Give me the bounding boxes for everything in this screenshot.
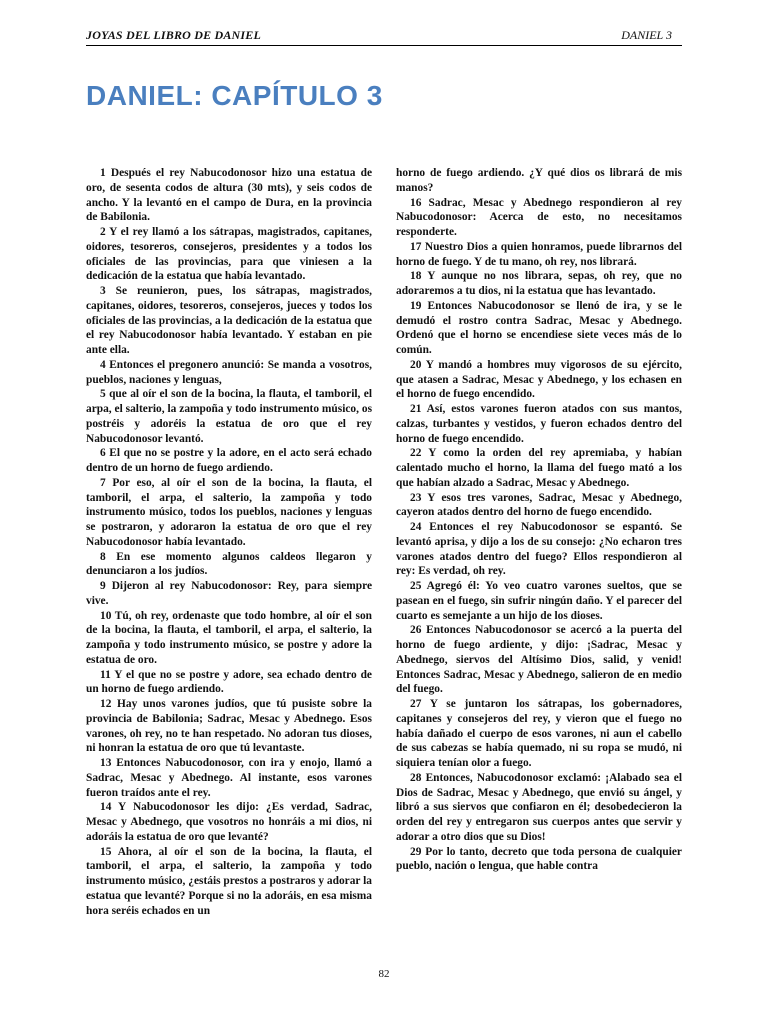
- chapter-title: DANIEL: CAPÍTULO 3: [86, 80, 383, 111]
- verse-12: 12 Hay unos varones judíos, que tú pusiste sobre la provincia de Babilonia; Sadrac, Mesac y Abednego. Esos varones, oh rey, no te han respetado. No adoran tus dioses, ni honran la estatua de oro que tú levantaste.: [86, 698, 372, 755]
- verse-14: 14 Y Nabucodonosor les dijo: ¿Es verdad, Sadrac, Mesac y Abednego, que vosotros no honráis a mi dios, ni adoráis la estatua de oro que levanté?: [86, 801, 372, 843]
- text-columns: [86, 166, 682, 961]
- verse-3: 3 Se reunieron, pues, los sátrapas, magistrados, capitanes, oidores, tesoreros, consejeros, jueces y todos los oficiales de las provincias, a la dedicación de la estatua que el rey Nabucodonosor había levantado. Y estaban en pie ante ella.: [86, 285, 372, 356]
- verse-25: 25 Agregó él: Yo veo cuatro varones sueltos, que se pasean en el fuego, sin sufrir ningún daño. Y el parecer del cuarto es semejante a un hijo de los dioses.: [396, 580, 682, 622]
- verse-16: 16 Sadrac, Mesac y Abednego respondieron al rey Nabucodonosor: Acerca de esto, no necesitamos responderte.: [396, 196, 682, 238]
- verse-17: 17 Nuestro Dios a quien honramos, puede librarnos del horno de fuego. Y de tu mano, oh rey, nos librará.: [396, 240, 682, 268]
- verse-2: 2 Y el rey llamó a los sátrapas, magistrados, capitanes, oidores, tesoreros, consejeros, presidentes y a todos los oficiales de las provincias, para que viniesen a la dedicación de la estatua que había levantado.: [86, 226, 372, 283]
- verse-23: 23 Y esos tres varones, Sadrac, Mesac y Abednego, cayeron atados dentro del horno de fuego encendido.: [396, 491, 682, 519]
- verse-10: 10 Tú, oh rey, ordenaste que todo hombre, al oír el son de la bocina, la flauta, el tamboril, el arpa, el salterio, la zampoña y todo instrumento músico, se postre y adore la estatua de oro.: [86, 609, 372, 666]
- verse-24: 24 Entonces el rey Nabucodonosor se espantó. Se levantó aprisa, y dijo a los de su consejo: ¿No echaron tres varones atados dentro del fuego? Ellos respondieron al rey: Es verdad, oh rey.: [396, 521, 682, 578]
- verse-27: 27 Y se juntaron los sátrapas, los gobernadores, capitanes y consejeros del rey, y vieron que el fuego no había dañado el cuerpo de esos varones, ni aun el cabello de sus cabezas se había quemado, ni su ropa se mudó, ni siquiera tenían olor a fuego.: [396, 698, 682, 769]
- verse-20: 20 Y mandó a hombres muy vigorosos de su ejército, que atasen a Sadrac, Mesac y Abednego, y los echasen en el horno de fuego encendido.: [396, 358, 682, 401]
- verse-15-continuation: horno de fuego ardiendo. ¿Y qué dios os librará de mis manos?: [396, 167, 682, 194]
- verse-18: 18 Y aunque no nos librara, sepas, oh rey, que no adoraremos a tu dios, ni la estatua que has levantado.: [396, 270, 682, 297]
- left-column: [86, 166, 372, 961]
- right-column: [396, 166, 682, 961]
- verse-7: 7 Por eso, al oír el son de la bocina, la flauta, el tamboril, el arpa, el salterio, la zampoña y todo instrumento músico, todos los pueblos, naciones y lenguas se postraron, y adoraron la estatua de oro que el rey Nabucodonosor había levantado.: [86, 476, 372, 548]
- header-rule: [86, 45, 682, 46]
- verse-8: 8 En ese momento algunos caldeos llegaron y denunciaron a los judíos.: [86, 550, 372, 578]
- verse-19: 19 Entonces Nabucodonosor se llenó de ira, y se le demudó el rostro contra Sadrac, Mesac y Abednego. Ordenó que el horno se encendiese siete veces más de lo común.: [396, 299, 682, 356]
- verse-22: 22 Y como la orden del rey apremiaba, y habían calentado mucho el horno, la llama del fuego mató a los que habían alzado a Sadrac, Mesac y Abednego.: [396, 447, 682, 489]
- running-header-chapter: DANIEL 3: [621, 28, 672, 42]
- verse-11: 11 Y el que no se postre y adore, sea echado dentro de un horno de fuego ardiendo.: [86, 668, 372, 696]
- verse-15: 15 Ahora, al oír el son de la bocina, la flauta, el tamboril, el arpa, el salterio, la zampoña y todo instrumento músico, ¿estáis prestos a postraros y adorar la estatua que levanté? Porque si no la adoráis, en esa misma hora seréis echados en un: [86, 845, 372, 917]
- verse-5: 5 que al oír el son de la bocina, la flauta, el tamboril, el arpa, el salterio, la zampoña y todo instrumento músico, os postréis y adoréis la estatua de oro que el rey Nabucodonosor levantó.: [86, 388, 372, 445]
- verse-21: 21 Así, estos varones fueron atados con sus mantos, calzas, turbantes y vestidos, y fueron echados dentro del horno de fuego encendido.: [396, 403, 682, 445]
- verse-26: 26 Entonces Nabucodonosor se acercó a la puerta del horno de fuego ardiente, y dijo: ¡Sadrac, Mesac y Abednego, siervos del Altísimo Dios, salid, y venid! Entonces Sadrac, Mesac y Abednego, salieron de en medio del fuego.: [396, 624, 682, 696]
- verse-9: 9 Dijeron al rey Nabucodonosor: Rey, para siempre vive.: [86, 580, 372, 607]
- verse-4: 4 Entonces el pregonero anunció: Se manda a vosotros, pueblos, naciones y lenguas,: [86, 358, 372, 386]
- verse-28: 28 Entonces, Nabucodonosor exclamó: ¡Alabado sea el Dios de Sadrac, Mesac y Abednego, que envió su ángel, y libró a sus siervos que confiaron en él; desobedecieron la orden del rey y entregaron sus cuerpos antes que servir y adorar a otro dios que su Dios!: [396, 771, 682, 843]
- running-header-book-title: JOYAS DEL LIBRO DE DANIEL: [86, 28, 262, 42]
- verse-29: 29 Por lo tanto, decreto que toda persona de cualquier pueblo, nación o lengua, que hable contra: [396, 845, 682, 873]
- verse-1: 1 Después el rey Nabucodonosor hizo una estatua de oro, de sesenta codos de altura (30 mts), y seis codos de ancho. Y la levantó en el campo de Dura, en la provincia de Babilonia.: [86, 167, 372, 224]
- page-number: 82: [378, 968, 390, 980]
- verse-6: 6 El que no se postre y la adore, en el acto será echado dentro de un horno de fuego ardiendo.: [86, 447, 372, 474]
- verse-13: 13 Entonces Nabucodonosor, con ira y enojo, llamó a Sadrac, Mesac y Abednego. Al instante, esos varones fueron traídos ante el rey.: [86, 757, 372, 799]
